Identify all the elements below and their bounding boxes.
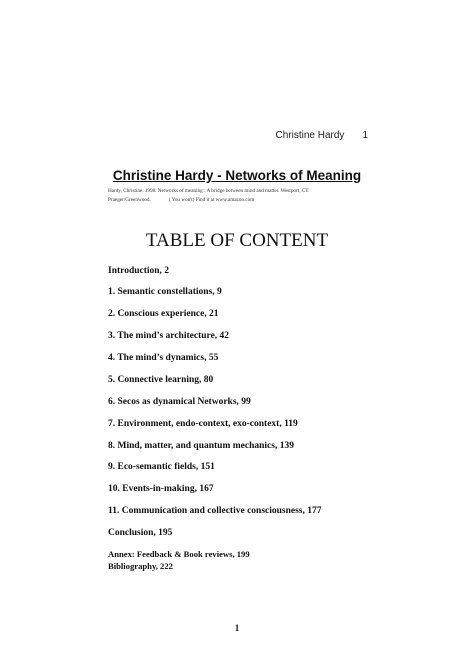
toc-entry: 9. Eco-semantic fields, 151 <box>108 462 215 472</box>
toc-entry: 6. Secos as dynamical Networks, 99 <box>108 397 251 407</box>
toc-entry: 4. The mind’s dynamics, 55 <box>108 353 219 363</box>
running-header <box>276 130 368 141</box>
document-title: Christine Hardy - Networks of Meaning <box>112 168 362 183</box>
toc-entry: 10. Events-in-making, 167 <box>108 484 214 494</box>
toc-entry: Introduction, 2 <box>108 266 170 276</box>
toc-entry: Annex: Feedback & Book reviews, 199 <box>108 549 250 559</box>
toc-entry: 8. Mind, matter, and quantum mechanics, 139 <box>108 441 294 451</box>
footer-page-number: 1 <box>234 623 240 633</box>
citation-line-2 <box>108 196 366 205</box>
toc-entry: 5. Connective learning, 80 <box>108 375 214 385</box>
toc-entry: Bibliography, 222 <box>108 561 173 571</box>
toc-entry: 11. Communication and collective consciousness, 177 <box>108 506 322 516</box>
toc-entry: 7. Environment, endo-context, exo-context, 119 <box>108 419 298 429</box>
header-page-number: 1 <box>362 130 368 141</box>
toc-heading: TABLE OF CONTENT <box>145 230 329 251</box>
toc-entry: 1. Semantic constellations, 9 <box>108 287 222 297</box>
toc-entry: 3. The mind’s architecture, 42 <box>108 331 230 341</box>
toc-entry: Conclusion, 195 <box>108 528 173 538</box>
citation-publisher: Praeger/Greenwood. <box>108 197 151 203</box>
citation-line-1: Hardy, Christine. 1998. Networks of meaning : A bridge between mind and matter. Westport, CT: <box>108 188 310 194</box>
toc-entry: 2. Conscious experience, 21 <box>108 309 219 319</box>
citation <box>108 187 366 205</box>
citation-note: ( You won't) Find it at www.amazon.com <box>168 197 255 203</box>
header-author: Christine Hardy <box>275 130 345 141</box>
